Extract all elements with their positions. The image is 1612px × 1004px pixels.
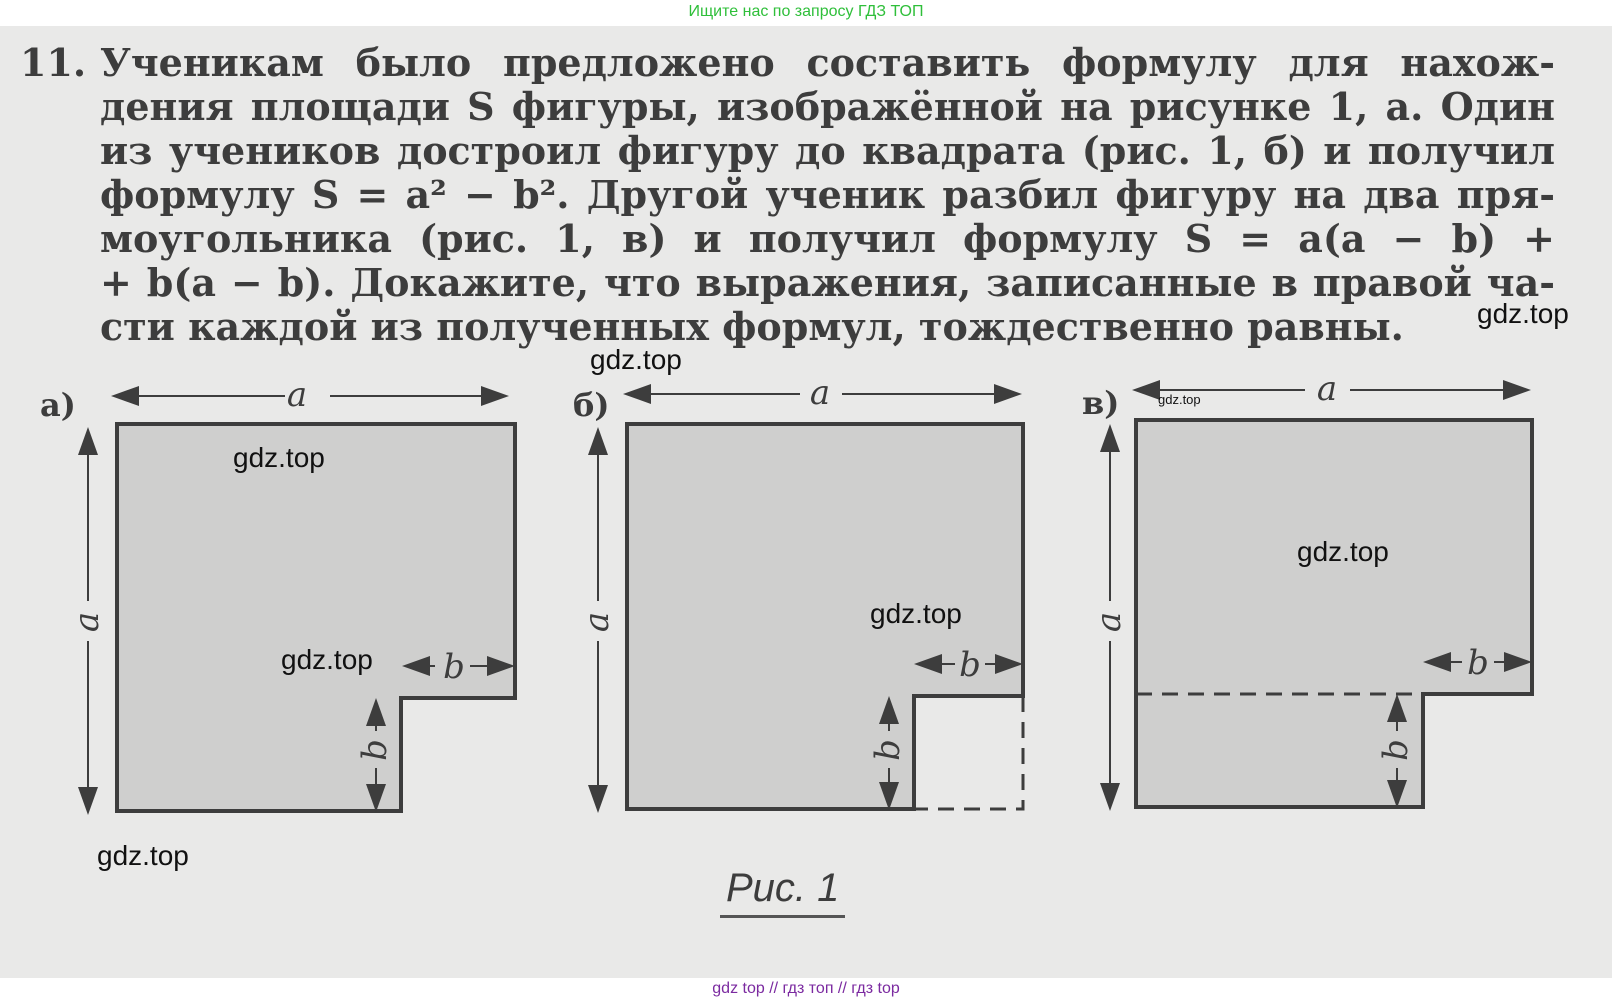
fig-a-side-label: a [67,611,107,633]
fig-b-b-label: b [959,645,981,685]
watermark: gdz.top [233,442,325,473]
fig-v-b-side-label: b [1376,739,1416,761]
fig-v-side-label: a [1089,611,1129,633]
figure-label-a: а) [40,386,76,424]
figure-v [1110,390,1532,807]
watermark: gdz.top [1297,536,1389,567]
fig-a-top-label: a [286,375,308,415]
watermark: gdz.top [590,344,682,375]
watermark: gdz.top [1158,392,1201,407]
fig-v-top-label: a [1316,369,1338,409]
figure-label-b: б) [573,386,610,424]
problem-line-5: моугольника (рис. 1, в) и получил формулу S = a(a − b) + [100,216,1555,261]
fig-a-b-side-label: b [355,739,395,761]
scanned-page [0,26,1612,978]
problem-number: 11. [20,40,87,85]
watermark: gdz.top [1477,298,1569,329]
watermark: gdz.top [281,644,373,675]
fig-b-top-label: a [809,373,831,413]
problem-line-4: формулу S = a² − b². Другой ученик разбил фигуру на два пря- [100,172,1555,217]
fig-a-b-label: b [443,647,465,687]
watermark: gdz.top [870,598,962,629]
problem-line-6: + b(a − b). Докажите, что выражения, записанные в правой ча- [100,260,1555,305]
fig-b-side-label: a [577,611,617,633]
problem-line-7: сти каждой из полученных формул, тождественно равны. [100,304,1404,349]
watermark: gdz.top [97,840,189,871]
fig-b-b-side-label: b [868,739,908,761]
figure-label-v: в) [1082,384,1120,422]
fig-v-b-label: b [1467,643,1489,683]
figure-diagram [0,26,1612,978]
problem-line-3: из учеников достроил фигуру до квадрата (рис. 1, б) и получил [100,128,1555,173]
figure-caption: Рис. 1 [720,866,845,918]
top-banner: Ищите нас по запросу ГДЗ ТОП [688,3,924,20]
footer-links: gdz top // гдз топ // гдз top [712,980,900,997]
problem-line-1: Ученикам было предложено составить формулу для нахож- [100,40,1555,85]
problem-line-2: дения площади S фигуры, изображённой на рисунке 1, а. Один [100,84,1555,129]
